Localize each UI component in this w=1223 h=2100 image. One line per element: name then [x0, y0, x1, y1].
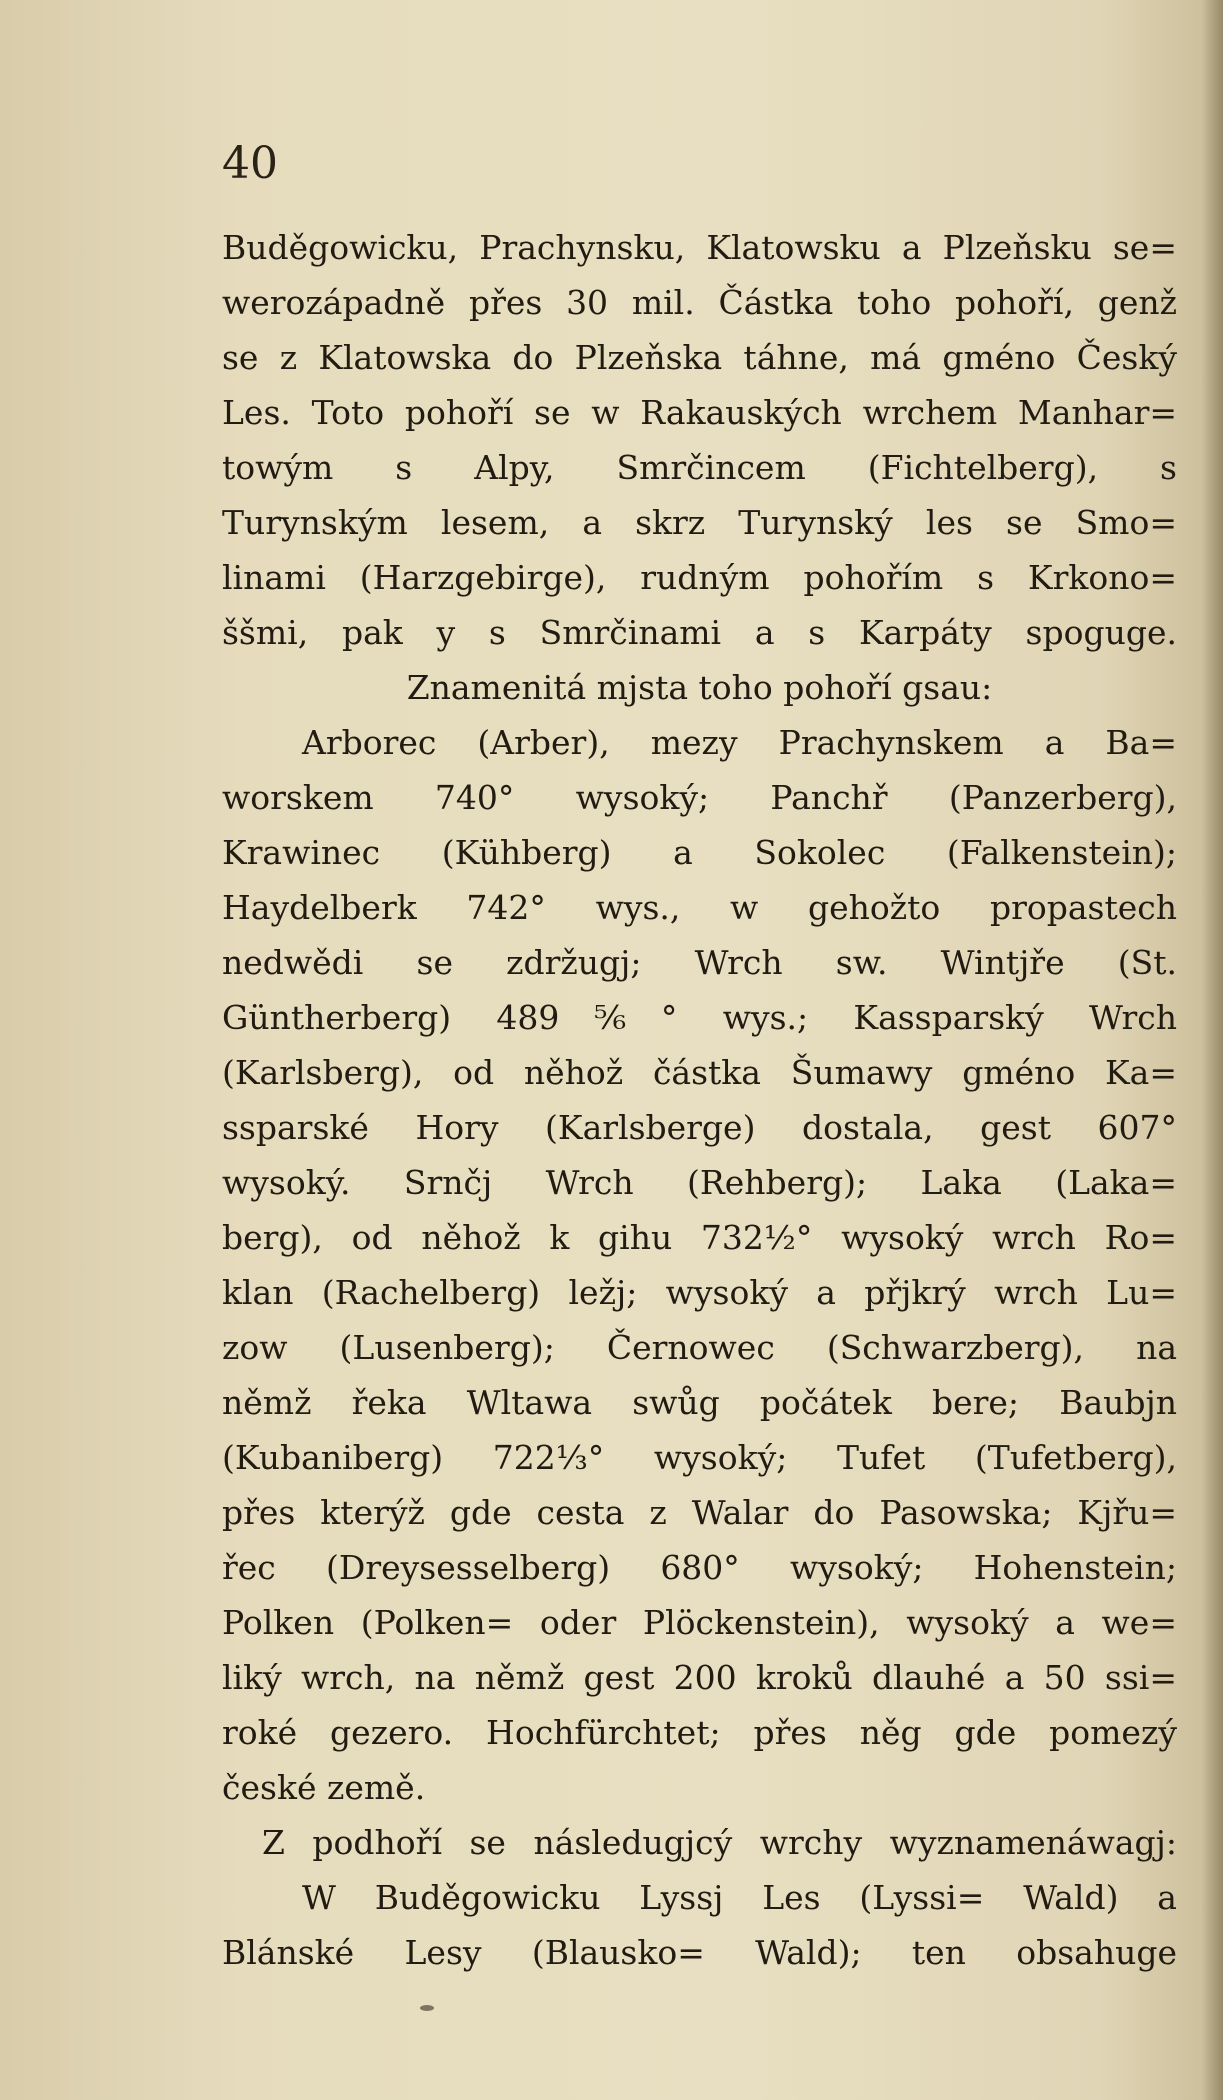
text-line: přes kterýž gde cesta z Walar do Pasowska; Kjřu=	[222, 1493, 1177, 1532]
text-line: (Karlsberg), od něhož částka Šumawy gméno Ka=	[222, 1053, 1177, 1092]
text-line: Güntherberg) 489⅚° wys.; Kassparský Wrch	[222, 998, 1177, 1037]
text-line: worskem 740° wysoký; Panchř (Panzerberg),	[222, 778, 1177, 817]
text-line: Z podhoří se následugjcý wrchy wyznamenáwagj:	[262, 1823, 1177, 1862]
body-text	[222, 220, 1177, 1980]
text-line: české země.	[222, 1768, 426, 1807]
text-line: werozápadně přes 30 mil. Částka toho pohoří, genž	[222, 283, 1177, 322]
text-line: liký wrch, na němž gest 200 kroků dlauhé a 50 ssi=	[222, 1658, 1177, 1697]
text-line: ššmi, pak y s Smrčinami a s Karpáty spoguge.	[222, 613, 1177, 652]
ink-speck	[420, 2005, 434, 2011]
text-line: Les. Toto pohoří se w Rakauských wrchem Manhar=	[222, 393, 1177, 432]
text-line: W Buděgowicku Lyssj Les (Lyssi= Wald) a	[302, 1878, 1177, 1917]
text-line: berg), od něhož k gihu 732½° wysoký wrch Ro=	[222, 1218, 1177, 1257]
text-line: wysoký. Srnčj Wrch (Rehberg); Laka (Laka=	[222, 1163, 1177, 1202]
text-line: zow (Lusenberg); Černowec (Schwarzberg), na	[222, 1328, 1177, 1367]
text-line: klan (Rachelberg) ležj; wysoký a přjkrý wrch Lu=	[222, 1273, 1177, 1312]
text-line: linami (Harzgebirge), rudným pohořím s Krkono=	[222, 558, 1177, 597]
text-line: Blánské Lesy (Blausko= Wald); ten obsahuge	[222, 1933, 1177, 1972]
text-line: towým s Alpy, Smrčincem (Fichtelberg), s	[222, 448, 1177, 487]
text-line: roké gezero. Hochfürchtet; přes něg gde pomezý	[222, 1713, 1177, 1752]
text-line: Turynským lesem, a skrz Turynský les se Smo=	[222, 503, 1177, 542]
page-number: 40	[222, 138, 278, 189]
text-line: řec (Dreysesselberg) 680° wysoký; Hohenstein;	[222, 1548, 1177, 1587]
text-line: se z Klatowska do Plzeňska táhne, má gméno Český	[222, 338, 1177, 377]
text-line: ssparské Hory (Karlsberge) dostala, gest 607°	[222, 1108, 1177, 1147]
text-line: Polken (Polken= oder Plöckenstein), wysoký a we=	[222, 1603, 1177, 1642]
text-line: (Kubaniberg) 722⅓° wysoký; Tufet (Tufetberg),	[222, 1438, 1177, 1477]
section-heading: Znamenitá mjsta toho pohoří gsau:	[406, 668, 993, 707]
text-line: Buděgowicku, Prachynsku, Klatowsku a Plzeňsku se=	[222, 228, 1177, 267]
text-line: Haydelberk 742° wys., w gehožto propastech	[222, 888, 1177, 927]
text-line: nedwědi se zdržugj; Wrch sw. Wintjře (St.	[222, 943, 1177, 982]
text-line: němž řeka Wltawa swůg počátek bere; Baubjn	[222, 1383, 1177, 1422]
text-line: Arborec (Arber), mezy Prachynskem a Ba=	[302, 723, 1177, 762]
text-line: Krawinec (Kühberg) a Sokolec (Falkenstein);	[222, 833, 1177, 872]
